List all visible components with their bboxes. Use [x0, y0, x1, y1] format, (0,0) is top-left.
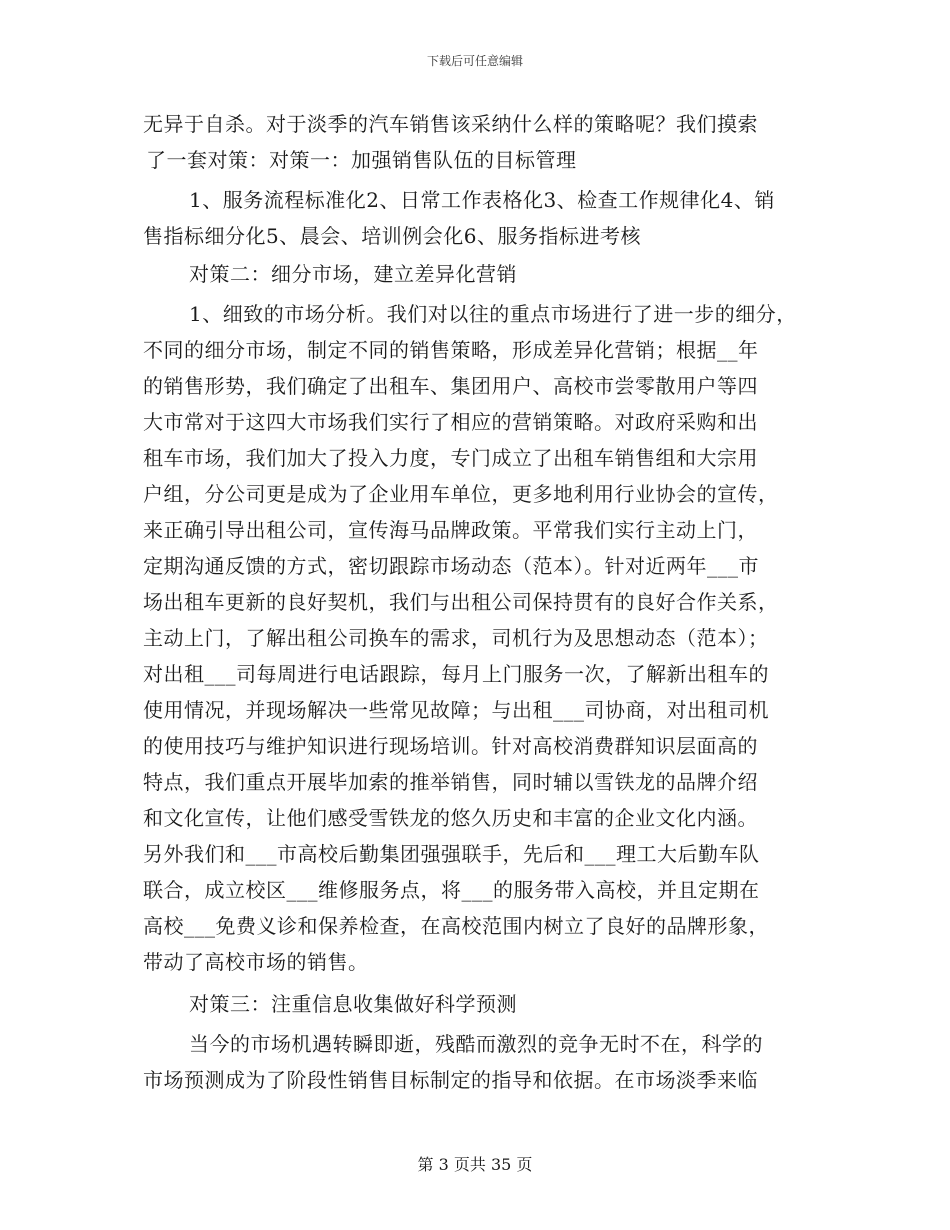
text-line: 不同的细分市场，制定不同的销售策略，形成差异化营销；根据__年 — [143, 338, 759, 362]
text-line: 的使用技巧与维护知识进行现场培训。针对高校消费群知识层面高的 — [143, 734, 758, 758]
text-line: 租车市场，我们加大了投入力度，专门成立了出租车销售组和大宗用 — [143, 446, 758, 470]
text-line: 另外我们和___市高校后勤集团强强联手，先后和___理工大后勤车队 — [143, 842, 760, 866]
section-heading: 对策二：细分市场，建立差异化营销 — [189, 262, 517, 286]
text-line: 带动了高校市场的销售。 — [143, 950, 369, 974]
text-line: 和文化宣传，让他们感受雪铁龙的悠久历史和丰富的企业文化内涵。 — [143, 806, 758, 830]
text-line: 高校___免费义诊和保养检查，在高校范围内树立了良好的品牌形象， — [143, 914, 769, 938]
text-line: 户组，分公司更是成为了企业用车单位，更多地利用行业协会的宣传， — [143, 482, 779, 506]
text-line: 1、服务流程标准化2、日常工作表格化3、检查工作规律化4、销 — [189, 188, 775, 212]
text-line: 1、细致的市场分析。我们对以往的重点市场进行了进一步的细分， — [189, 302, 797, 326]
text-line: 联合，成立校区___维修服务点，将___的服务带入高校，并且定期在 — [143, 878, 760, 902]
text-line: 对出租___司每周进行电话跟踪，每月上门服务一次，了解新出租车的 — [143, 662, 769, 686]
text-line: 主动上门，了解出租公司换车的需求，司机行为及思想动态（范本）； — [143, 626, 769, 650]
text-line: 的销售形势，我们确定了出租车、集团用户、高校市尝零散用户等四 — [143, 374, 758, 398]
text-line: 场出租车更新的良好契机，我们与出租公司保持贯有的良好合作关系， — [143, 590, 779, 614]
text-line: 定期沟通反馈的方式，密切跟踪市场动态（范本）。针对近两年___市 — [143, 554, 759, 578]
section-heading: 对策三：注重信息收集做好科学预测 — [189, 992, 517, 1016]
text-line: 当今的市场机遇转瞬即逝，残酷而激烈的竞争无时不在，科学的 — [189, 1032, 763, 1056]
text-line: 了一套对策：对策一：加强销售队伍的目标管理 — [146, 148, 577, 172]
text-line: 来正确引导出租公司，宣传海马品牌政策。平常我们实行主动上门， — [143, 518, 758, 542]
text-line: 使用情况，并现场解决一些常见故障；与出租___司协商，对出租司机 — [143, 698, 769, 722]
text-line: 大市常对于这四大市场我们实行了相应的营销策略。对政府采购和出 — [143, 410, 758, 434]
text-line: 无异于自杀。对于淡季的汽车销售该采纳什么样的策略呢？我们摸索 — [143, 112, 758, 136]
text-line: 特点，我们重点开展毕加索的推举销售，同时辅以雪铁龙的品牌介绍 — [143, 770, 758, 794]
text-line: 市场预测成为了阶段性销售目标制定的指导和依据。在市场淡季来临 — [143, 1068, 758, 1092]
page-header: 下载后可任意编辑 — [426, 54, 523, 68]
text-line: 售指标细分化5、晨会、培训例会化6、服务指标进考核 — [143, 224, 641, 248]
page-footer: 第 3 页共 35 页 — [417, 1155, 533, 1174]
